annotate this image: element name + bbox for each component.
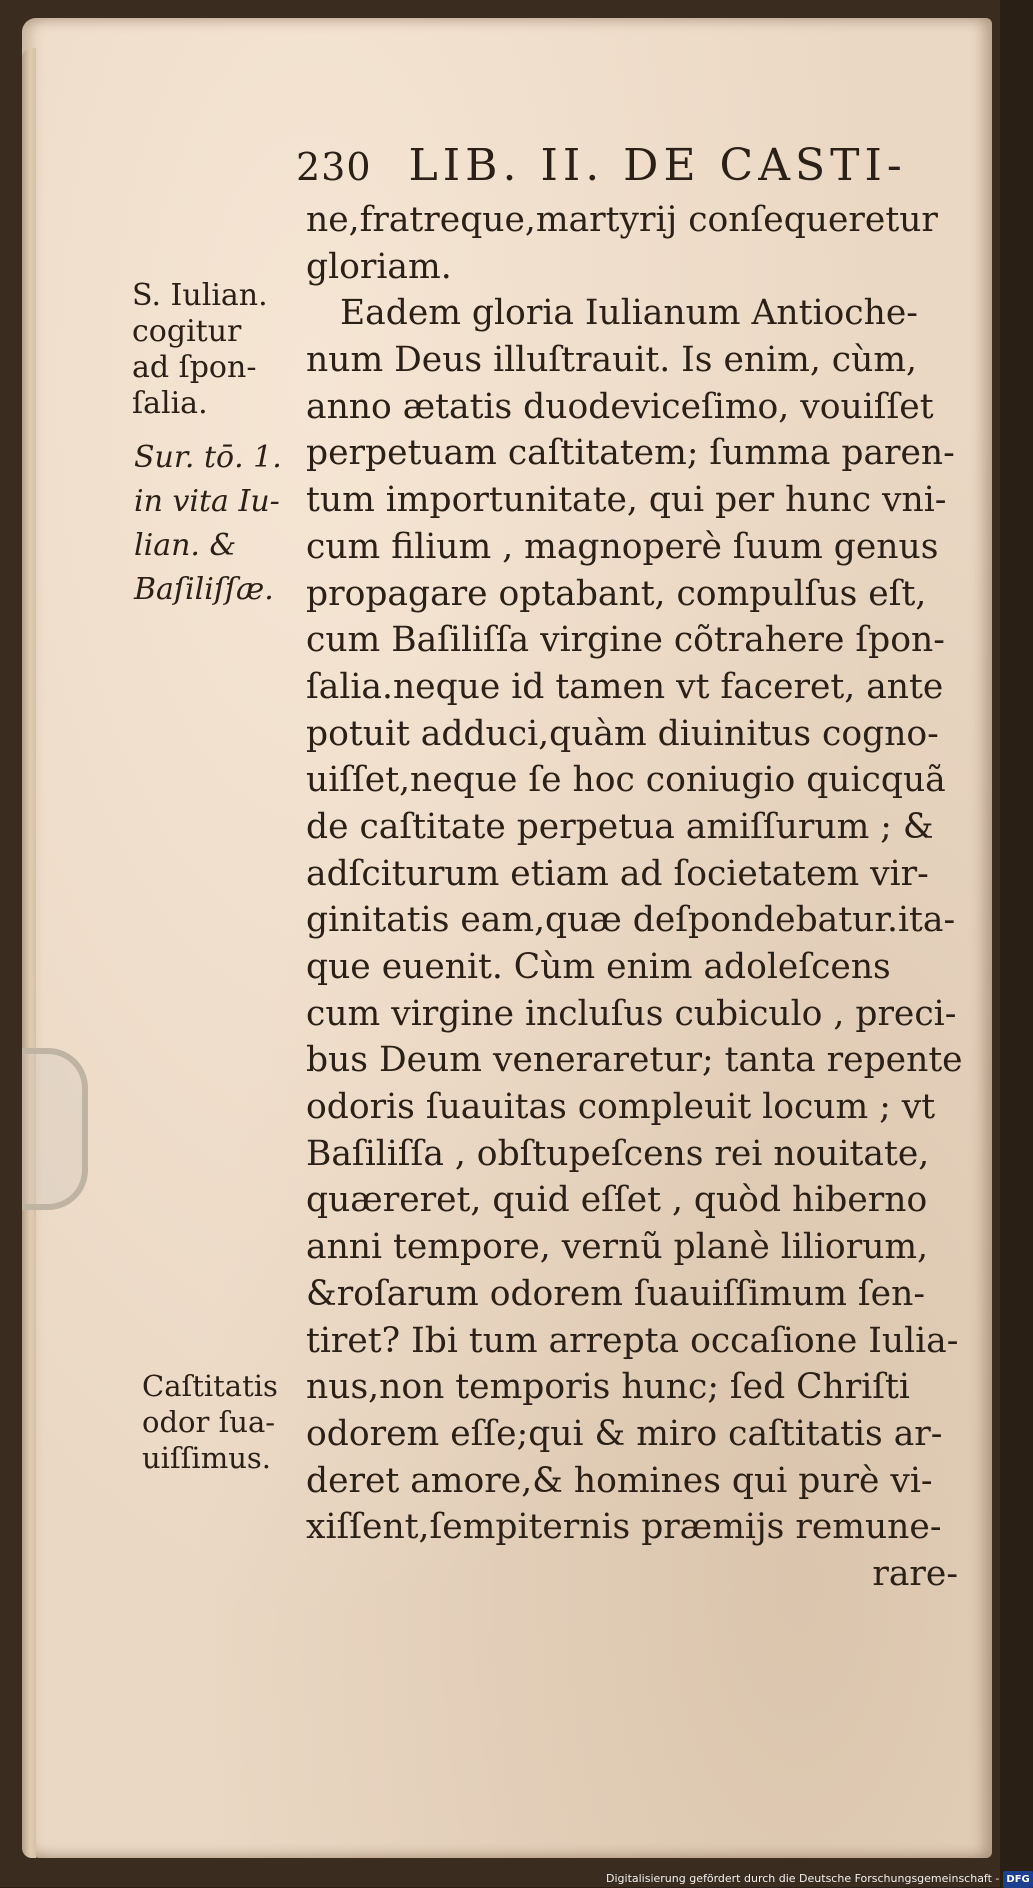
- text-line: tiret? Ibi tum arrepta occaſione Iulia-: [306, 1320, 959, 1361]
- text-line: anni tempore, vernũ planè liliorum,: [306, 1227, 929, 1268]
- body-text: [306, 197, 976, 1598]
- text-line: ſalia.neque id tamen vt faceret, ante: [306, 666, 944, 707]
- text-line: Eadem gloria Iulianum Antioche-: [340, 293, 918, 334]
- text-line: deret amore,& homines qui purè vi-: [306, 1460, 933, 1501]
- text-line: de caſtitate perpetua amiſſurum ; &: [306, 806, 934, 847]
- text-line: cum virgine incluſus cubiculo , preci-: [306, 993, 957, 1034]
- text-line: gloriam.: [306, 246, 452, 287]
- margin-note-line: odor ſua-: [142, 1405, 276, 1439]
- text-line: anno ætatis duodeviceſimo, vouiſſet: [306, 386, 934, 427]
- margin-note-line: ad ſpon-: [132, 350, 257, 385]
- text-line: potuit adduci,quàm diuinitus cogno-: [306, 713, 939, 754]
- margin-note-source: [134, 436, 282, 612]
- text-line: nus,non temporis hunc; ſed Chriſti: [306, 1367, 910, 1408]
- text-line: cum Baſiliſſa virgine cõtrahere ſpon-: [306, 620, 945, 661]
- text-line: xiſſent,ſempiternis præmijs remune-: [306, 1507, 942, 1548]
- dfg-logo: DFG: [1003, 1871, 1032, 1888]
- text-line: uiſſet,neque ſe hoc coniugio quicquã: [306, 760, 946, 801]
- text-line: Baſiliſſa , obſtupeſcens rei nouitate,: [306, 1133, 930, 1174]
- margin-note-castitatis: [142, 1368, 278, 1476]
- margin-note-line: Sur. tō. 1.: [134, 440, 282, 475]
- running-title: LIB. II. DE CASTI-: [408, 140, 907, 191]
- margin-note-line: lian. &: [134, 528, 237, 563]
- text-line: odorem eſſe;qui & miro caſtitatis ar-: [306, 1413, 943, 1454]
- text-line: que euenit. Cùm enim adoleſcens: [306, 947, 891, 987]
- text-line: num Deus illuſtrauit. Is enim, cùm,: [306, 340, 917, 381]
- catchword: rare-: [872, 1553, 958, 1594]
- page-number: 230: [296, 145, 372, 189]
- margin-note-line: Caſtitatis: [142, 1369, 278, 1403]
- text-line: ginitatis eam,quæ deſpondebatur.ita-: [306, 900, 956, 941]
- text-line: bus Deum veneraretur; tanta repente: [306, 1040, 963, 1081]
- text-line: odoris ſuauitas compleuit locum ; vt: [306, 1087, 936, 1128]
- text-line: tum importunitate, qui per hunc vni-: [306, 480, 947, 521]
- margin-note-line: S. Iulian.: [132, 278, 268, 313]
- running-head: [296, 140, 907, 191]
- text-line: perpetuam caſtitatem; ſumma paren-: [306, 433, 955, 474]
- page-edge: [22, 48, 36, 1858]
- book-clip: [22, 1048, 88, 1210]
- text-line: ne,fratreque,martyrij conſequeretur: [306, 200, 938, 240]
- digitization-credit: [606, 1870, 1030, 1887]
- text-line: adſciturum etiam ad ſocietatem vir-: [306, 853, 929, 894]
- margin-note-line: Baſiliſſæ.: [134, 572, 274, 607]
- text-line: &roſarum odorem ſuauiſſimum ſen-: [306, 1273, 925, 1314]
- text-line: quæreret, quid eſſet , quòd hiberno: [306, 1180, 928, 1221]
- text-line: propagare optabant, compulſus eſt,: [306, 573, 927, 614]
- margin-note-iulian: [132, 278, 268, 422]
- text-line: cum filium , magnoperè ſuum genus: [306, 526, 939, 567]
- margin-note-line: in vita Iu-: [134, 484, 280, 519]
- margin-note-line: uiſſimus.: [142, 1441, 271, 1475]
- credit-text: Digitalisierung gefördert durch die Deutsche Forschungsgemeinschaft -: [606, 1872, 1000, 1885]
- margin-note-line: ſalia.: [132, 386, 208, 421]
- margin-note-line: cogitur: [132, 314, 242, 349]
